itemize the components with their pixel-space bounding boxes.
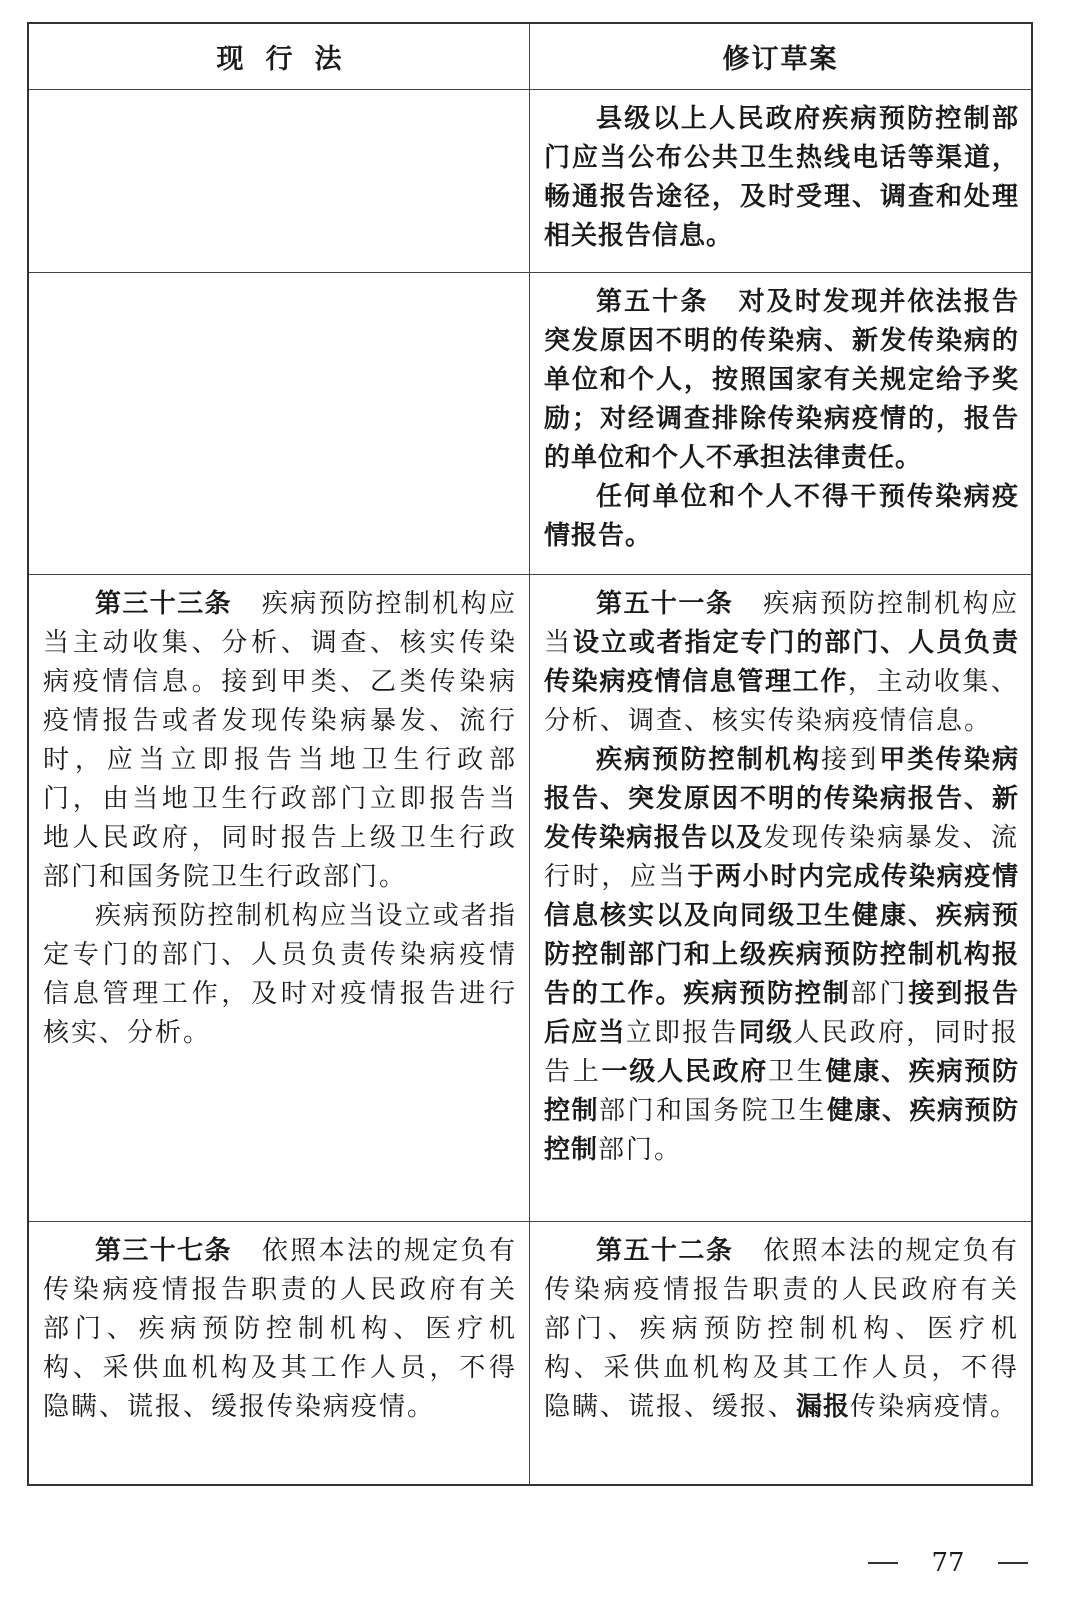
article-number: 第五十条 [596, 287, 709, 317]
current-law-cell [29, 273, 530, 574]
comparison-table [27, 22, 1033, 1486]
paragraph [544, 283, 1019, 478]
text-span: 依照本法的规定负有传染病疫情报告职责的人民政府有关部门、疾病预防控制机构、医疗机构、采供血机构及其工作人员，不得隐瞒、谎报、缓报、 [544, 1236, 1019, 1422]
amended-text: 疾病预防控制机构 [596, 745, 822, 775]
text-span: 依照本法的规定负有传染病疫情报告职责的人民政府有关部门、疾病预防控制机构、医疗机构、采供血机构及其工作人员，不得隐瞒、谎报、缓报传染病疫情。 [43, 1236, 517, 1422]
text-span: 立即报告 [625, 1018, 739, 1048]
text-span: 发现传染病暴发、流行时，应当 [544, 823, 1019, 892]
paragraph [544, 1232, 1019, 1427]
paragraph [544, 478, 1019, 556]
article-number: 第三十三条 [95, 589, 232, 619]
article-number: 第五十二条 [596, 1236, 734, 1266]
amended-text: 任何单位和个人不得干预传染病疫情报告。 [544, 482, 1019, 551]
text-span: 部门 [850, 979, 909, 1009]
text-span: 人民政府，同时报告上 [544, 1018, 1019, 1087]
table-row [29, 1222, 1031, 1484]
page-number: 77 [931, 1548, 965, 1578]
header-current-law: 现行法 [29, 24, 530, 89]
table-row [29, 90, 1031, 273]
table-row [29, 575, 1031, 1222]
amended-text: 漏报 [796, 1392, 851, 1422]
text-span: ，主动收集、分析、调查、核实传染病疫情信息。 [544, 667, 1019, 736]
header-revised-draft: 修订草案 [722, 44, 839, 75]
amended-text: 健康、疾病预防控制 [544, 1057, 1019, 1126]
amended-text: 甲类传染病报告、突发原因不明的传染病报告、新发传染病报告以及 [544, 745, 1019, 853]
page-footer [868, 1548, 1028, 1578]
text-span: 部门。 [598, 1135, 683, 1165]
amended-text: 接到报告后应当 [544, 979, 1019, 1048]
amended-text: 对及时发现并依法报告突发原因不明的传染病、新发传染病的单位和个人，按照国家有关规定给予奖励；对经调查排除传染病疫情的，报告的单位和个人不承担法律责任。 [544, 287, 1019, 473]
revised-draft-cell [530, 1222, 1031, 1484]
text-span: 传染病疫情。 [850, 1392, 1019, 1422]
article-number: 第三十七条 [95, 1236, 232, 1266]
paragraph [43, 1232, 517, 1427]
paragraph [544, 741, 1019, 1170]
current-law-cell [29, 575, 530, 1221]
text-span: 卫生 [767, 1057, 826, 1087]
article-number: 第五十一条 [596, 589, 734, 619]
amended-text: 一级人民政府 [601, 1057, 768, 1087]
amended-text: 设立或者指定专门的部门、人员负责传染病疫情信息管理工作 [544, 628, 1019, 697]
footer-dash-left [868, 1562, 898, 1564]
table-header-row [29, 24, 1031, 90]
paragraph [43, 897, 517, 1053]
revised-draft-cell [530, 575, 1031, 1221]
text-span: 疾病预防控制机构应当 [544, 589, 1019, 658]
revised-draft-cell [530, 90, 1031, 272]
current-law-cell [29, 1222, 530, 1484]
paragraph [544, 100, 1019, 256]
text-span: 疾病预防控制机构应当设立或者指定专门的部门、人员负责传染病疫情信息管理工作，及时对疫情报告进行核实、分析。 [43, 901, 517, 1048]
table-row [29, 273, 1031, 575]
amended-text: 于两小时内完成传染病疫情信息核实以及向同级卫生健康、疾病预防控制部门和上级疾病预防控制机构报告的工作。疾病预防控制 [544, 862, 1019, 1009]
amended-text: 同级 [738, 1018, 794, 1048]
revised-draft-cell [530, 273, 1031, 574]
paragraph [544, 585, 1019, 741]
amended-text: 健康、疾病预防控制 [544, 1096, 1019, 1165]
footer-dash-right [998, 1562, 1028, 1564]
text-span: 接到 [821, 745, 880, 775]
current-law-cell [29, 90, 530, 272]
text-span: 疾病预防控制机构应当主动收集、分析、调查、核实传染病疫情信息。接到甲类、乙类传染病疫情报告或者发现传染病暴发、流行时，应当立即报告当地卫生行政部门，由当地卫生行政部门立即报告当地人民政府，同时报告上级卫生行政部门和国务院卫生行政部门。 [43, 589, 517, 892]
text-span: 部门和国务院卫生 [599, 1096, 827, 1126]
amended-text: 县级以上人民政府疾病预防控制部门应当公布公共卫生热线电话等渠道，畅通报告途径，及时受理、调查和处理相关报告信息。 [544, 104, 1019, 251]
paragraph [43, 585, 517, 897]
